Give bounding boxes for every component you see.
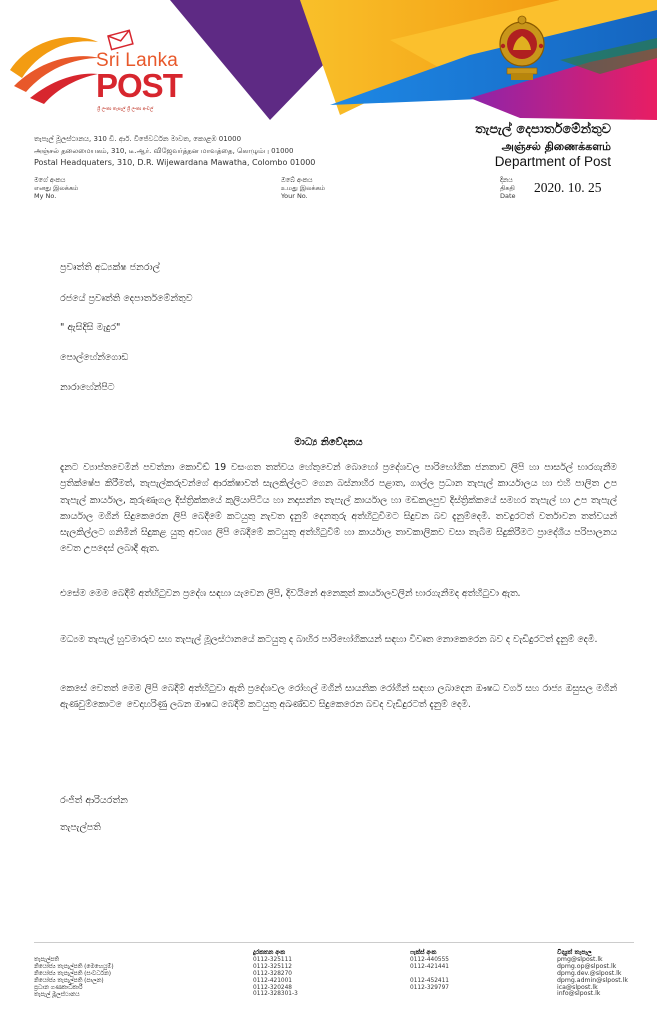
fax-number: 0112-452411 [410, 977, 449, 984]
phone-number: 0112-421001 [253, 977, 292, 984]
address-sinhala: තැපැල් මූලස්ථානය, 310 ඩී. ආර්. විජේවර්ධන මාවත, කොළඹ 01000 [34, 135, 242, 143]
recipient-line: " ඇසිදිසි මැදුර" [60, 322, 121, 333]
logo-post: POST [96, 67, 182, 104]
envelope-icon [108, 30, 133, 49]
signatory-title: තැපැල්පති [60, 822, 101, 833]
recipient-line: රජයේ ප්‍රවෘත්ති දෙපාර්තමේන්තුව [60, 293, 193, 304]
phone-number: 0112-328301-3 [253, 991, 298, 998]
phone-number: 0112-325111 [253, 956, 292, 963]
footer-title: ප්‍රධාන ගණකාධිකාරී [34, 984, 83, 991]
address-english: Postal Headquaters, 310, D.R. Wijewardana Mawatha, Colombo 01000 [34, 158, 316, 167]
footer-emails [557, 950, 628, 998]
email-link[interactable]: info@slpost.lk [557, 990, 601, 998]
fax-header: ෆැක්ස් අංක [410, 950, 437, 956]
logo-name: Sri Lanka [96, 50, 179, 71]
footer-title: තැපැල්පති [34, 957, 59, 963]
footer-title: නියෝජ්‍ය තැපැල්පති (සංවර්ධන) [34, 970, 111, 977]
footer-title: නියෝජ්‍ය තැපැල්පති (පාලන) [34, 977, 104, 984]
email-link[interactable]: dpmg.dev.@slpost.lk [557, 969, 622, 977]
date-label: දිනය திகதி Date [500, 176, 516, 200]
department-english: Department of Post [494, 154, 611, 169]
email-link[interactable]: dpmg.admin@slpost.lk [557, 976, 628, 984]
address-tamil: அஞ்சல் தலைமையகம், 310, டீ.ஆர். விஜேவர்த்தன மாவத்தை, கொழும்பு 01000 [34, 147, 294, 155]
body-paragraph: කෙසේ වෙතත් මෙම ලිපි බෙදීම් අත්හිටුවා ඇති ප්‍රදේශවල රෝහල් මගින් සායනික රෝගීන් සඳහා ලබාදෙන ඖෂධ වර්ග සහ රාජ්‍ය ඔසුසල මගින් ඇණවුම්කොට ෙවෙදාහරිණු ලබන ඖෂධ බෙදීම් කටයුතු අඛණ්ඩව සිදුකෙරෙන බවද වැඩිදුරටත් දැනුම් දෙමි. [60, 683, 617, 711]
department-sinhala: තැපැල් දෙපාර්තමේන්තුව [475, 122, 611, 137]
body-paragraph: මධ්‍යම තැපැල් හුවමාරුව සහ තැපැල් මූලස්ථානයේ කටයුතු ද බාහිර පාරිභෝගිකයන් සඳහා විවෘත නොකෙරෙන බව ද වැඩිදුරටත් දැනුම් දෙමි. [60, 634, 598, 645]
footer-phones [253, 950, 298, 998]
national-emblem-icon [497, 14, 547, 84]
fax-number: 0112-329797 [410, 984, 449, 991]
footer-divider [34, 942, 634, 943]
phone-number: 0112-328270 [253, 970, 292, 977]
email-link[interactable]: ica@slpost.lk [557, 983, 598, 991]
department-tamil: அஞ்சல் திணைக்களம் [501, 140, 611, 153]
your-no-label: ඔබේ අංකය உமது இலக்கம் Your No. [281, 176, 326, 200]
recipient-line: ප්‍රවෘත්ති අධ්‍යක්ෂ ජනරාල් [60, 262, 160, 273]
date-value: 2020. 10. 25 [534, 180, 602, 195]
fax-number: 0112-421441 [410, 963, 449, 970]
footer-faxes [410, 950, 449, 991]
fax-number: 0112-440555 [410, 956, 449, 963]
body-paragraph: දැනට ව්‍යාප්තවෙමින් පවත්නා කොවිඩ් 19 වසංගත තත්වය හේතුවෙන් බොහෝ ප්‍රදේශවල පාරිභෝගික ජනතාව ලිපි හා පාර්සල් භාරගැනීම ප්‍රතික්ෂේප කිරීමත්, තැපැල්කරුවන්ගේ ආරක්ෂාවත් සැලකිල්ලට ගෙන බස්නාහිර පළාත, ගාල්ල ප්‍රධාන තැපැල් කාර්යාලය හා එහි පාලිත උප තැපැල් කාර්යාල, කුරුණෑගල දිස්ත්‍රික්කයේ කුලියාපිටිය හා නදාසන්න තැපැල් කාර්යාල හා මඩකලපුව දිස්ත්‍රික්කයේ සමහර තැපැල් හා උප තැපැල් කාර්යාල මගින් සිදුකෙරෙන ලිපි බෙදීමේ කටයුතු නැවත දැනුම් දෙනතුරු අත්හිටුවීමට සිදුවන බව දැනුම්දෙමි. තවදුරටත් වර්තාවන තත්වයන් සැලකිල්ලට ගනිමින් සිදුකළ යුතු අවශ්‍ය ලිපි බෙදීමේ කටයුතු අත්හිටුවීම් හා කාර්යාල තාවකාලිකව වසා තැබීම සිදුකිරීමට ප්‍රාදේශීය පරිපාලනය වෙත උපදෙස් ලබාදී ඇත. [60, 462, 617, 555]
logo-tagline: ශ්‍රී ලංකා තැපැල් ශ්‍රී ලංකා අංචල් [97, 107, 154, 112]
phone-number: 0112-320248 [253, 984, 292, 991]
fax-number [410, 971, 449, 978]
recipient-line: නාරාහේන්පිට [60, 382, 115, 393]
email-link[interactable]: pmg@slpost.lk [557, 955, 603, 963]
footer-titles [34, 957, 114, 998]
signatory-name: රංජිත් ආරියරත්න [60, 795, 128, 806]
body-paragraph: එසේම මෙම බෙදීම් අත්හිටුවන ප්‍රදේශ සඳහා යැවෙන ලිපි, දිවයිනේ අනෙකුත් කාර්යාලවලින් භාරගැනීමද අත්හිටුවා ඇත. [60, 588, 521, 599]
recipient-line: පොල්හේන්ගොඩ [60, 352, 129, 363]
media-release-heading: මාධ්‍ය නිවේදනය [294, 437, 363, 448]
footer-title: නියෝජ්‍ය තැපැල්පති (මෙහෙයුම්) [34, 963, 114, 970]
email-header: විද්‍යුත් තැපෑල [557, 949, 592, 956]
email-link[interactable]: dpmg.op@slpost.lk [557, 962, 617, 970]
footer-title: තැපැල් මූලස්ථානය [34, 991, 80, 998]
my-no-label: මගේ අංකය எனது இலக்கம் My No. [34, 176, 79, 200]
phone-number: 0112-325112 [253, 963, 292, 970]
phone-header: දුරකතන අංක [253, 950, 285, 956]
